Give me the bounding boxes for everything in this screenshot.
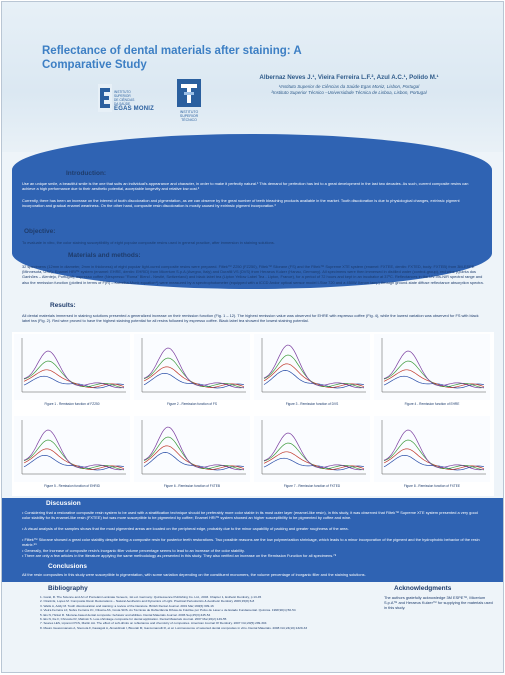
- plot-background: [254, 416, 370, 482]
- plot-background: [254, 334, 370, 400]
- figure-4-caption: Figure 4 - Remission function of EHRE: [404, 402, 460, 406]
- bibliography-item: 3. Watts A, Addy M. Tooth discolouration and staining: a review of the literature. British Dental Journal. 2001 Mar;190(6):309-16: [40, 603, 214, 608]
- plot-background: [134, 334, 250, 400]
- acknowledgments-text: The authors gratefully acknowledge 3M ESPE™, Micerium S.p.A™ and Heraeus Kulzer™ for supplying the materials used in this study.: [384, 595, 493, 611]
- authors: Albernaz Neves J.¹, Vieira Ferreira L.F.², Azul A.C.¹, Polido M.¹: [259, 74, 439, 81]
- ist-logo-text: INSTITUTO SUPERIOR TÉCNICO: [179, 110, 199, 123]
- poster: [1, 1, 504, 673]
- egas-moniz-name: EGAS MONIZ: [114, 106, 155, 112]
- introduction-paragraph-2: Currently, there has been an increase on the interest of tooth discoloration and pigmentation, as we can observe by the great number of teeth bleaching products available in the market. Tooth discoloration is due to physiological changes, extrinsic pigment incorporation and gradual enamel weariness. On the other hand, composite resin discoloration is mostly caused by extrinsic pigment incorporation.³: [22, 198, 460, 209]
- bibliography-item: 5. Eis N, Hickel R. Silorane-based dental composite: behavior and abilities. Dental Materials Journal. 2006 Sep;25(3):445-54: [40, 612, 211, 617]
- plot-background: [14, 416, 130, 482]
- discussion-point-3: • Filtek™ Silorane showed a great color stability despite being a composite resin for posterior teeth restorations. Two possible reasons are the low polymerization shrinkage, which leads to a minor incorporation of the pigment and the hydrophobic behavior of the resin matrix.⁵⁶: [22, 537, 480, 548]
- figure-5-caption: Figure 5 - Remission function of EHRID: [44, 484, 100, 488]
- figure-8-caption: Figure 8 - Remission function of FXTEE: [403, 484, 461, 488]
- introduction-heading: Introduction:: [66, 170, 107, 177]
- egas-moniz-logo-icon: [98, 84, 112, 112]
- discussion-point-4: • Generally, the increase of composite resin's inorganic filler volume percentage seems to lead to an increase of the color stability.: [22, 548, 245, 553]
- discussion-point-5: • There are only a few articles in the literature applying the same methodology as presented in this study. They also verified an increase on the Remission Function for all specimens.⁷⁸: [22, 553, 337, 558]
- materials-text: 32 specimens (12mm in diameter, 2mm in thickness) of eight popular light-cured composite resins were prepared. Filtek™ Z250 (FZ250), Filtek™ Silorane (FS) and the Filtek™ Supreme XTE system (enamel: FXTEE, dentin: FXTED, body: FXTEB) from 3M-ESPE (Minnesota, USA); Enamel HRi™ system (enamel: EHRE, dentin: EHRID) from Micerium S.p.A (Avegno, Italy) and Durafill VS (DVS) from Heraeus Kulzer (Hanau, Germany). All specimens were then immersed in distilled water (control-group), red wine (Quinta dos Ganhões – Alentejo, Portugal), espresso coffee (Nespresso "Roma" Blend - Nestlé, Switzerland) and black label tea (Lipton Yellow Label Tea - Lipton, France), for a period of 72 hours and kept in an incubator at 37ºC. Reflectances in the UV-Vis-NIR spectral range and also the remission function (plotted in terms of F(R) – Kubelka-Munk equation⁴) were measured by a spectrophotometer (equipped with a ICCD Andor optical sensor model I-Star 720 and a 450W Xenon lamp) through ground-state diffuse reflectance absorption spectra.: [22, 264, 484, 285]
- bibliography-item: 2. Ozarki E, Lopes M. Composite Resin Restorations – Natural Aesthetics and Dynamics of Light. Practical Periodontics & Aesthetic Dentistry 2009;15(8):6-8: [40, 599, 255, 604]
- egas-moniz-logo: [98, 80, 158, 130]
- figure-3-caption: Figure 3 - Remission function of DVS: [285, 402, 339, 406]
- conclusions-heading: Conclusions: [48, 563, 88, 570]
- bibliography-heading: Bibliography: [48, 585, 88, 592]
- bibliography-list: [40, 595, 375, 630]
- figure-5-chart: [14, 416, 130, 482]
- bibliography-item: 4. Vieira Ferreira LF, Nobre Ferreira JC, Oliveira AS, Costa SDS. As Técnicas de Reflectância Difusa de Fotólise por Pulso de Laser e de Estado Fundamental. Química. 1998;90(1):50-54: [40, 608, 296, 613]
- discussion-point-1: • Considering that a restorative composite resin system to be used with a stratification technique should be preferably more color stable in its most outer layer (enamel-like resin), in this study, it was observed that Filtek™ Supreme XTE system presented a very good color stability for its enamel-like resin (FXTEE) but was more susceptible to be pigmented by coffee; Enamel HRi™ system showed an higher susceptibility to be pigmented by coffee and wine.: [22, 510, 478, 521]
- ist-logo-icon: [164, 76, 214, 110]
- bibliography-item: 1. Goral, R. The Science and Art of Porcelain Laminate Veneers, 1st ed. Germany: Quintessence Publishing Co. Ltd., 2003. Chapter 1, Esthetic Dentistry, p 13-45: [40, 595, 262, 599]
- figure-1-caption: Figure 1 - Remission function of FZ250: [44, 402, 100, 406]
- poster-title: Reflectance of dental materials after staining: A Comparative Study: [42, 45, 302, 71]
- plot-background: [134, 416, 250, 482]
- figure-1-chart: [14, 334, 130, 400]
- objective-heading: Objective:: [24, 228, 56, 235]
- ist-logo: [164, 76, 214, 130]
- results-heading: Results:: [50, 302, 76, 309]
- materials-heading: Materials and methods:: [68, 252, 141, 259]
- figure-3-chart: [254, 334, 370, 400]
- bibliography-item: 8. Mauro Guacomanato A, Stemola F, Kawaguti A, Almeidinski I, Bloorali M, Gaccomanolli R, et al. Luminescence of selected dental composites in vitro. Dental Materials. 2008 Oct;24(10):1329-33: [40, 625, 308, 630]
- affiliation-2: ²Instituto Superior Técnico –Universidade Técnica de Lisboa, Lisbon, Portugal: [271, 90, 427, 95]
- figure-6-chart: [134, 416, 250, 482]
- figures-panel: [12, 332, 494, 496]
- figure-7-caption: Figure 7 - Remission function of FXTED: [283, 484, 341, 488]
- figure-2-caption: Figure 2 - Remission function of FS: [167, 402, 217, 406]
- acknowledgments-heading: Acknowledgments: [394, 585, 452, 592]
- plot-background: [374, 416, 490, 482]
- conclusions-text: All the resin composites in this study were susceptible to pigmentation, with some variation depending on the constituent monomers, the volume percentage of inorganic filler and the staining solutions.: [22, 572, 366, 577]
- figure-4-chart: [374, 334, 490, 400]
- plot-background: [14, 334, 130, 400]
- discussion-heading: Discussion: [46, 500, 81, 507]
- plot-background: [374, 334, 490, 400]
- bibliography-item: 6. Eis N, Ilie F, Chrusciel R, Malinsk S. Low-shrinkage composite for dental application. Dental Materials Journal. 2007 Mar;26(2):149-55: [40, 617, 227, 622]
- figure-7-chart: [254, 416, 370, 482]
- bibliography-item: 7. Soares LES, Liporoni PCS, Martin AA. The effect of soft-drinks on reflectance and chemistry of composites. American Journal Of Dentistry. 2007 Oct;20(5):299-304: [40, 621, 267, 626]
- discussion-point-2: • A visual analysis of the samples shows that the most pigmented areas are located on the peripheral edge, probably due to the minor capability of packing and greater roughness of the area.: [22, 526, 349, 531]
- egas-moniz-logo-text: INSTITUTO SUPERIOR DE CIÊNCIAS DA SAÚDE: [114, 90, 135, 106]
- affiliation-1: ¹Instituto Superior de Ciências da Saúde Egas Moniz, Lisbon, Portugal: [278, 84, 420, 89]
- figure-6-caption: Figure 6 - Remission function of FXTEB: [163, 484, 221, 488]
- figure-8-chart: [374, 416, 490, 482]
- objective-text: To evaluate in vitro, the color staining susceptibility of eight popular composite resins used in general practice, after immersion in staining solutions.: [22, 240, 275, 245]
- introduction-paragraph-1: Use an unique smile, a beautiful smile is the one that suits an individual's appearance and character, in order to make it perfectly natural.¹ This demand for perfection has led to a great development in the last two decades. As such, current composite resins can achieve a high performance due to their aesthetic potential, acceptable longevity and relative low cost.²: [22, 181, 469, 192]
- results-text: All dental materials immersed in staining solutions presented a generalized increase on their remission function (Fig. 1 – 12). The highest remission value was observed for EHRE with espresso coffee (Fig. 4), while the lowest variation was observed for FS with black label tea (Fig. 2). Red wine proved to have the highest staining potential for all resins followed by espresso coffee. Black label tea showed the lowest staining potential.: [22, 313, 479, 324]
- figure-2-chart: [134, 334, 250, 400]
- affiliations: [224, 84, 474, 96]
